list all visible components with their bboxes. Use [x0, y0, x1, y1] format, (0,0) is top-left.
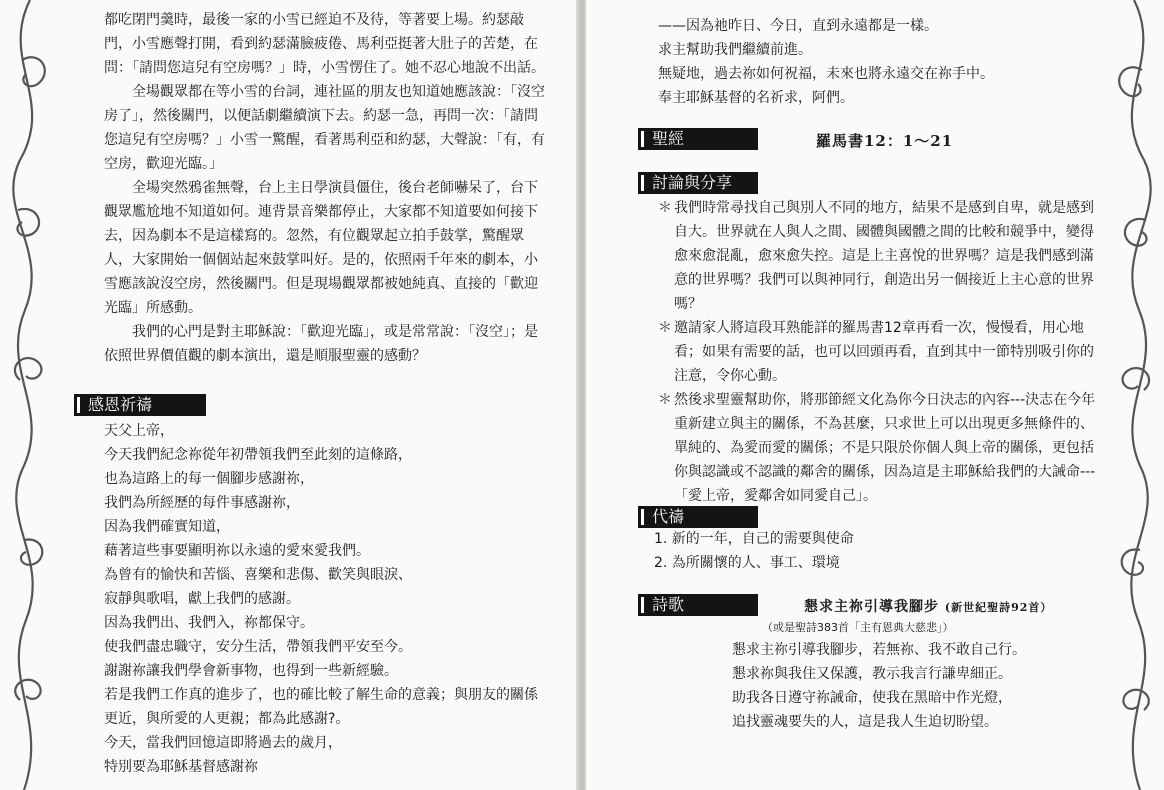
asterisk-icon: ＊	[658, 392, 672, 408]
intercession-item: 1. 新的一年，自己的需要與使命	[654, 531, 854, 547]
hymn-section-header: 詩歌	[638, 594, 758, 616]
prayer-line: 我們為所經歷的每件事感謝祢，	[104, 495, 300, 511]
prayer-line: ——因為祂昨日、今日，直到永遠都是一樣。	[658, 18, 938, 34]
hymn-name: 懇求主祢引導我腳步	[804, 599, 939, 615]
prayer-line: 求主幫助我們繼續前進。	[658, 42, 812, 58]
asterisk-icon: ＊	[658, 320, 672, 336]
prayer-line: 天父上帝，	[104, 423, 174, 439]
intercession-section-header: 代禱	[638, 506, 758, 528]
discussion-text: 我們時常尋找自己與別人不同的地方，結果不是感到自卑，就是感到自大。世界就在人與人之間、國體與國體之間的比較和競爭中，變得愈來愈混亂，愈來愈失控。這是上主喜悅的世界嗎？這是我們感到滿意的世界嗎？我們可以與神同行，創造出另一個接近上主心意的世界嗎？	[674, 200, 1094, 312]
prayer-line: 無疑地，過去祢如何祝福，未來也將永遠交在祢手中。	[658, 66, 994, 82]
prayer-line: 因為我們出、我們入，祢都保守。	[104, 615, 314, 631]
story-paragraph: 全場觀眾都在等小雪的台詞，連社區的朋友也知道她應該說：「沒空房了」，然後關門，以便話劇繼續演下去。約瑟一急，再問一次：「請問您這兒有空房嗎？」小雪一驚醒，看著馬利亞和約瑟，大聲說：「有，有空房，歡迎光臨。」	[104, 84, 545, 172]
intercession-list	[654, 527, 1094, 575]
right-vine-border	[1104, 0, 1164, 790]
hymn-line: 懇求主祢引導我腳步，若無祢、我不敢自己行。	[732, 642, 1026, 658]
story-paragraph: 都吃閉門羹時，最後一家的小雪已經迫不及待，等著要上場。約瑟敲門，小雪應聲打開，看到約瑟滿臉疲倦、馬利亞挺著大肚子的苦楚，在問：「請問您這兒有空房嗎？」時，小雪愣住了。她不忍心地說不出話。	[104, 12, 545, 76]
hymn-line: 懇求祢與我住又保護，教示我言行謙卑細正。	[732, 666, 1012, 682]
hymn-alt-source: （或是聖詩383首「主有恩典大慈悲」）	[762, 621, 954, 634]
prayer-line: 今天我們紀念祢從年初帶領我們至此刻的這條路，	[104, 447, 412, 463]
prayer-line: 寂靜與歌唱，獻上我們的感謝。	[104, 591, 300, 607]
story-paragraph: 全場突然鴉雀無聲，台上主日學演員僵住，後台老師嚇呆了，台下觀眾尷尬地不知道如何。連背景音樂都停止，大家都不知道要如何接下去，因為劇本不是這樣寫的。忽然，有位觀眾起立拍手鼓掌，驚醒眾人，大家開始一個個站起來鼓掌叫好。是的，依照兩千年來的劇本，小雪應該說沒空房，然後關門。但是現場觀眾都被她純真、直接的「歡迎光臨」所感動。	[104, 180, 538, 316]
asterisk-icon: ＊	[658, 200, 672, 216]
discussion-section-header: 討論與分享	[638, 172, 758, 194]
discussion-item	[658, 388, 1098, 508]
hymn-title	[804, 596, 1052, 616]
thanksgiving-prayer	[104, 419, 546, 779]
right-page	[586, 0, 1164, 790]
hymn-line: 助我各日遵守祢誡命，使我在黑暗中作光燈，	[732, 690, 1012, 706]
prayer-line: 若是我們工作真的進步了，也的確比較了解生命的意義；與朋友的關係更近，與所愛的人更親；都為此感謝?。	[104, 687, 538, 727]
prayer-line: 也為這路上的每一個腳步感謝祢，	[104, 471, 314, 487]
scripture-section-header: 聖經	[638, 128, 758, 150]
discussion-text: 然後求聖靈幫助你，將那節經文化為你今日決志的內容---決志在今年重新建立與主的關係，不為甚麼，只求世上可以出現更多無條件的、單純的、為愛而愛的關係；不是只限於你個人與上帝的關係，更包括你與認識或不認識的鄰舍的關係，因為這是主耶穌給我們的大誡命---「愛上帝，愛鄰舍如同愛自己」。	[674, 392, 1096, 504]
prayer-line: 謝謝祢讓我們學會新事物，也得到一些新經驗。	[104, 663, 398, 679]
prayer-line: 奉主耶穌基督的名祈求，阿們。	[658, 90, 854, 106]
hymn-source: (新世紀聖詩92首）	[944, 601, 1053, 614]
prayer-line: 藉著這些事要顯明祢以永遠的愛來愛我們。	[104, 543, 370, 559]
prayer-continued	[658, 14, 1098, 110]
story-text	[104, 8, 546, 368]
prayer-line: 因為我們確實知道，	[104, 519, 230, 535]
prayer-line: 特別要為耶穌基督感謝祢	[104, 759, 258, 775]
hymn-line: 追找靈魂要失的人，這是我人生迫切盼望。	[732, 714, 998, 730]
discussion-item	[658, 196, 1098, 316]
scripture-reference: 羅馬書12：1～21	[816, 132, 954, 150]
prayer-line: 使我們盡忠職守，安分生活，帶領我們平安至今。	[104, 639, 412, 655]
prayer-line: 今天，當我們回憶這即將過去的歲月，	[104, 735, 342, 751]
hymn-lyrics	[732, 638, 1092, 734]
discussion-text: 邀請家人將這段耳熟能詳的羅馬書12章再看一次，慢慢看，用心地看；如果有需要的話，也可以回頭再看，直到其中一節特別吸引你的注意，令你心動。	[674, 320, 1094, 384]
prayer-line: 為曾有的愉快和苦惱、喜樂和悲傷、歡笑與眼淚、	[104, 567, 412, 583]
left-vine-border	[0, 0, 60, 790]
discussion-list	[658, 196, 1098, 508]
prayer-section-header: 感恩祈禱	[74, 394, 206, 416]
discussion-item	[658, 316, 1098, 388]
intercession-item: 2. 為所關懷的人、事工、環境	[654, 555, 840, 571]
left-page	[0, 0, 578, 790]
story-paragraph: 我們的心門是對主耶穌說：「歡迎光臨」，或是常常說：「沒空」；是依照世界價值觀的劇本演出，還是順服聖靈的感動？	[104, 324, 538, 364]
